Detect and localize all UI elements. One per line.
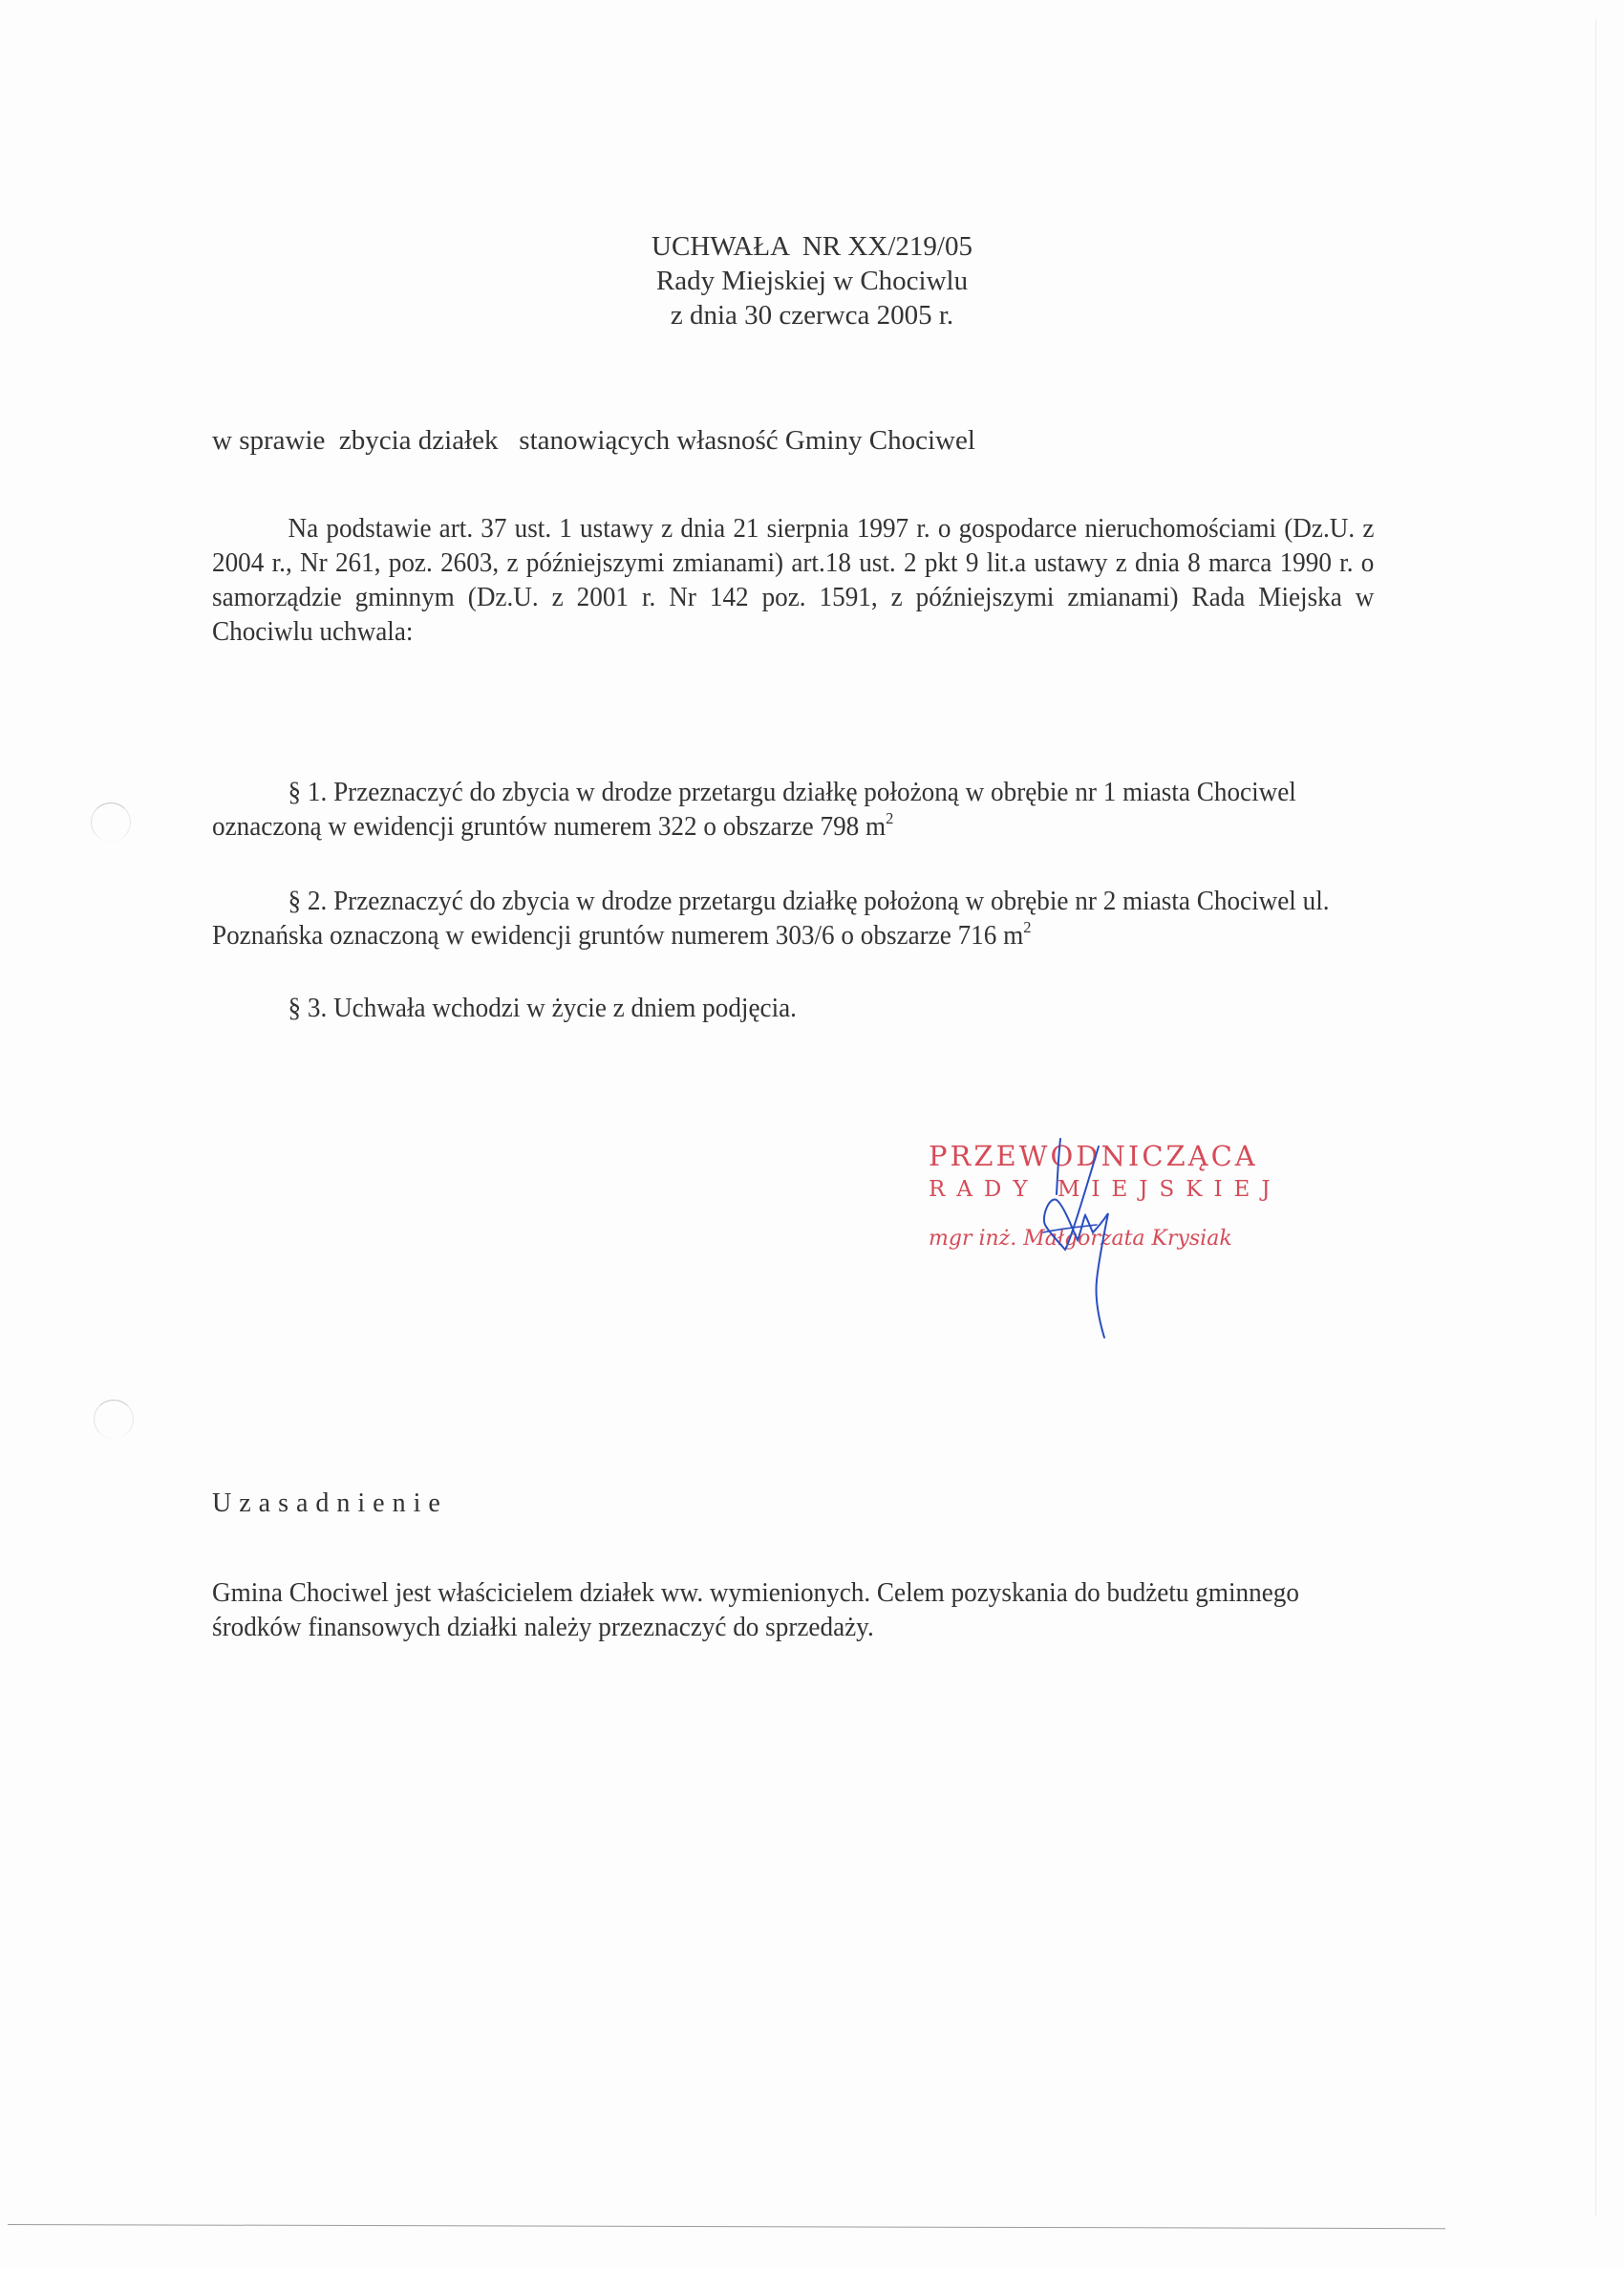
resolution-title: UCHWAŁA NR XX/219/05 xyxy=(652,231,972,262)
paragraph-2 xyxy=(212,885,1374,953)
stamp-council: RADY MIEJSKIEJ xyxy=(929,1177,1282,1202)
resolution-issuer: Rady Miejskiej w Chociwlu xyxy=(655,266,969,296)
scan-edge-right xyxy=(1595,19,1596,2216)
legal-basis xyxy=(212,512,1374,650)
paragraph-text: § 3. Uchwała wchodzi w życie z dniem podjęcia. xyxy=(288,994,797,1023)
scan-edge-bottom xyxy=(8,2224,1445,2229)
handwritten-signature-icon xyxy=(1041,1137,1156,1347)
justification-title: Uzasadnienie xyxy=(212,1488,448,1518)
punch-hole-icon xyxy=(91,803,131,842)
resolution-subject: w sprawie zbycia działek stanowiących własność Gminy Chociwel xyxy=(212,425,975,456)
resolution-date: z dnia 30 czerwca 2005 r. xyxy=(670,300,954,331)
justification-body: Gmina Chociwel jest właścicielem działek ww. wymienionych. Celem pozyskania do budżetu gminnego środków finansowych działki należy przeznaczyć do sprzedaży. xyxy=(212,1578,1299,1642)
punch-hole-icon xyxy=(94,1400,134,1439)
paragraph-3 xyxy=(212,992,1374,1026)
stamp-title: PRZEWODNICZĄCA xyxy=(929,1140,1258,1172)
paragraph-1 xyxy=(212,776,1374,845)
superscript: 2 xyxy=(886,809,894,827)
paragraph-text: § 1. Przeznaczyć do zbycia w drodze przetargu działkę położoną w obrębie nr 1 miasta Chociwel oznaczoną w ewidencji gruntów numerem 322 o obszarze 798 m xyxy=(212,778,1296,842)
paragraph-text: § 2. Przeznaczyć do zbycia w drodze przetargu działkę położoną w obrębie nr 2 miasta Chociwel ul. Poznańska oznaczoną w ewidencji gruntów numerem 303/6 o obszarze 716 m xyxy=(212,887,1330,951)
resolution-header xyxy=(535,229,1089,332)
legal-basis-text: Na podstawie art. 37 ust. 1 ustawy z dnia 21 sierpnia 1997 r. o gospodarce nieruchomościami (Dz.U. z 2004 r., Nr 261, poz. 2603, z późniejszymi zmianami) art.18 ust. 2 pkt 9 lit.a ustawy z dnia 8 marca 1990 r. o samorządzie gminnym (Dz.U. z 2001 r. Nr 142 poz. 1591, z późniejszymi zmianami) Rada Miejska w Chociwlu uchwala: xyxy=(212,514,1375,647)
stamp-name: mgr inż. Małgorzata Krysiak xyxy=(929,1227,1232,1251)
superscript: 2 xyxy=(1023,918,1032,936)
